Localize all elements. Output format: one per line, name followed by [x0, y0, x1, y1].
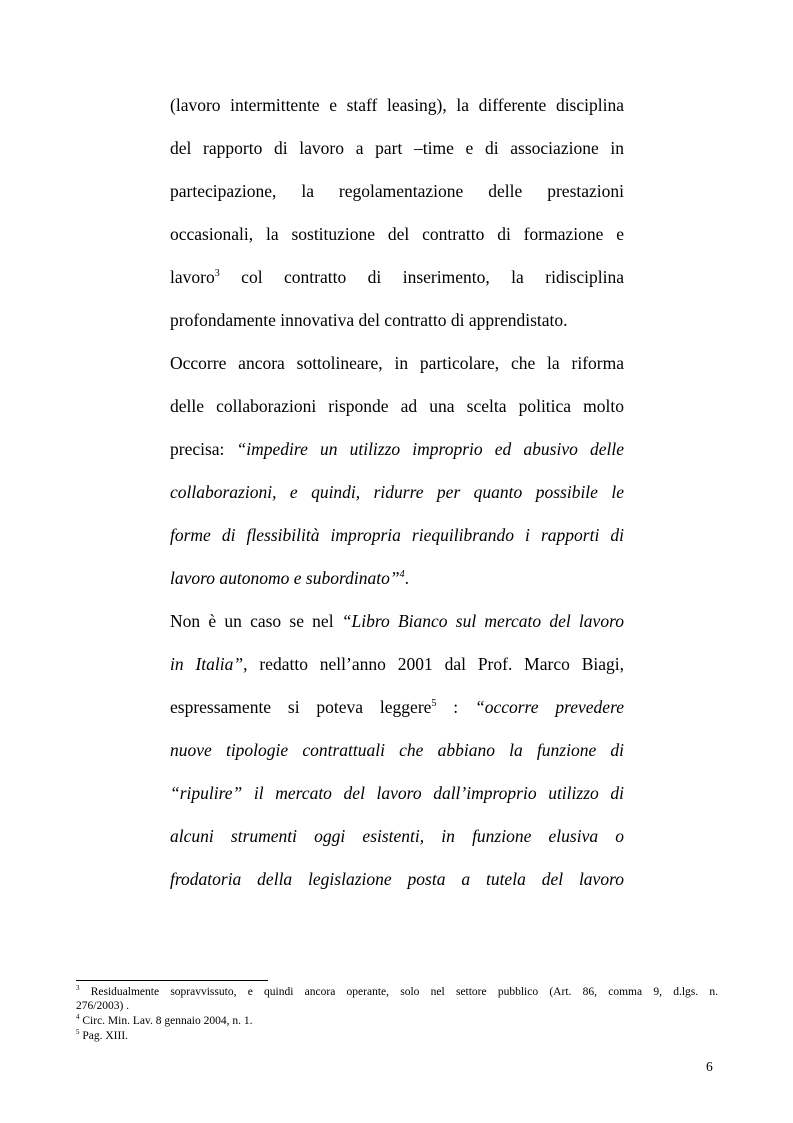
- footnote-separator: [76, 980, 268, 981]
- body-line: frodatoria della legislazione posta a tutela del lavoro: [170, 869, 624, 889]
- body-line: lavoro autonomo e subordinato”$^4$.: [170, 568, 409, 588]
- body-line: (lavoro intermittente e staff leasing), la differente disciplina: [170, 95, 624, 115]
- body-line: partecipazione, la regolamentazione delle prestazioni: [170, 181, 624, 201]
- body-line: occasionali, la sostituzione del contratto di formazione e: [170, 224, 624, 244]
- body-line: in Italia”, redatto nell’anno 2001 dal Prof. Marco Biagi,: [170, 654, 625, 674]
- footnote-4: $^4$ Circ. Min. Lav. 8 gennaio 2004, n. 1.: [76, 1013, 253, 1027]
- body-line: “ripulire” il mercato del lavoro dall’improprio utilizzo di: [170, 783, 624, 803]
- body-line: collaborazioni, e quindi, ridurre per quanto possibile le: [170, 482, 624, 502]
- body-line: profondamente innovativa del contratto di apprendistato.: [170, 310, 568, 330]
- body-line: delle collaborazioni risponde ad una scelta politica molto: [170, 396, 624, 416]
- body-line: espressamente si poteva leggere$^5$ : “occorre prevedere: [170, 697, 624, 717]
- footnote-ref: 5: [431, 698, 437, 709]
- footnote-ref: 4: [399, 569, 405, 580]
- body-line: alcuni strumenti oggi esistenti, in funzione elusiva o: [170, 826, 624, 846]
- body-line: lavoro$^3$ col contratto di inserimento, la ridisciplina: [170, 267, 624, 287]
- body-line: Occorre ancora sottolineare, in particolare, che la riforma: [170, 353, 624, 373]
- body-line: Non è un caso se nel “Libro Bianco sul mercato del lavoro: [170, 611, 624, 631]
- footnote-3-cont: 276/2003) .: [76, 1000, 130, 1012]
- body-line: forme di flessibilità impropria riequilibrando i rapporti di: [170, 525, 624, 545]
- body-line: del rapporto di lavoro a part –time e di associazione in: [170, 138, 624, 158]
- body-line: precisa: “impedire un utilizzo improprio ed abusivo delle: [170, 439, 624, 459]
- footnote-ref: 3: [214, 268, 220, 279]
- page-number: 6: [706, 1059, 713, 1074]
- footnote-5: $^5$ Pag. XIII.: [76, 1028, 129, 1042]
- footnote-3: $^3$ Residualmente sopravvissuto, e quindi ancora operante, solo nel settore pubblico (Art. 86, comma 9, d.lgs. n.: [76, 984, 718, 998]
- body-line: nuove tipologie contrattuali che abbiano la funzione di: [170, 740, 624, 760]
